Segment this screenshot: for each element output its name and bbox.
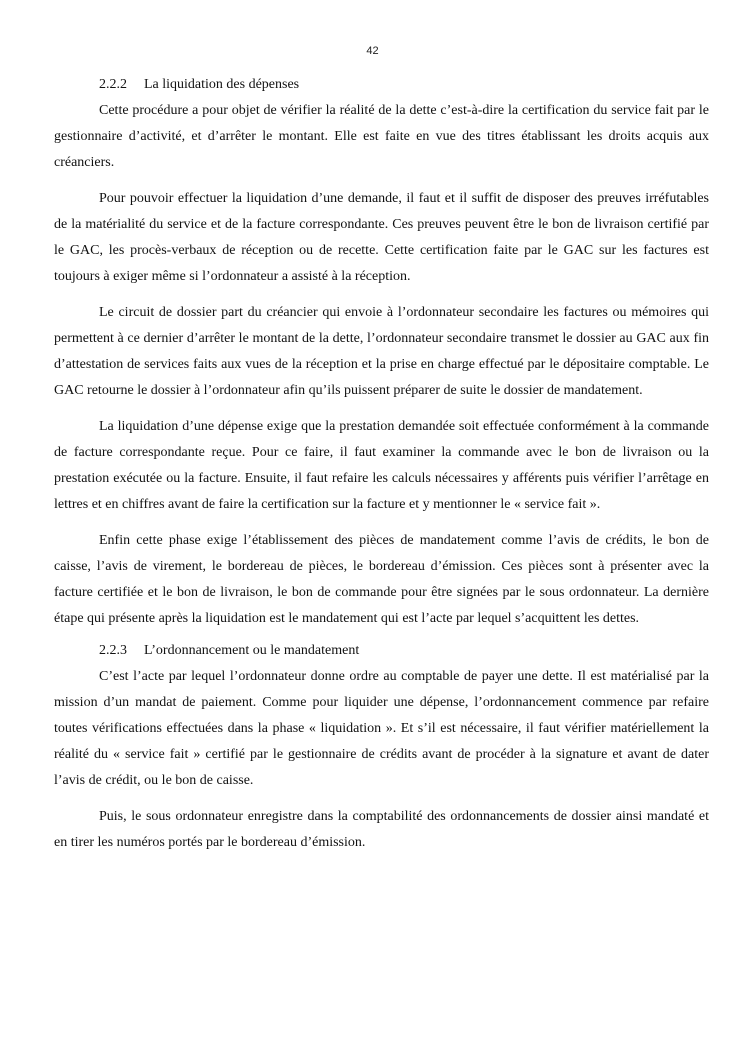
section-title: La liquidation des dépenses	[144, 77, 300, 92]
section-heading	[54, 72, 709, 98]
section-number: 2.2.3	[99, 643, 127, 658]
paragraph: Le circuit de dossier part du créancier qui envoie à l’ordonnateur secondaire les factures ou mémoires qui permettent à ce dernier d’arrêter le montant de la dette, l’ordonnateur secondaire transmet le dossier au GAC aux fin d’attestation de services faits aux vues de la réception et la prise en charge effectué par le dépositaire comptable. Le GAC retourne le dossier à l’ordonnateur afin qu’ils puissent préparer de suite le dossier de mandatement.	[54, 305, 709, 398]
page-content	[54, 72, 709, 866]
paragraph: Cette procédure a pour objet de vérifier la réalité de la dette c’est-à-dire la certification du service fait par le gestionnaire d’activité, et d’arrêter le montant. Elle est faite en vue des titres établissant les droits acquis aux créanciers.	[54, 103, 709, 170]
section-liquidation	[54, 72, 709, 632]
paragraph: Puis, le sous ordonnateur enregistre dans la comptabilité des ordonnancements de dossier ainsi mandaté et en tirer les numéros portés par le bordereau d’émission.	[54, 809, 709, 850]
section-number: 2.2.2	[99, 77, 127, 92]
section-ordonnancement	[54, 638, 709, 856]
page-number: 42	[366, 45, 379, 57]
paragraph: La liquidation d’une dépense exige que la prestation demandée soit effectuée conformément à la commande de facture correspondante reçue. Pour ce faire, il faut examiner la commande avec le bon de livraison ou la prestation exécutée ou la facture. Ensuite, il faut refaire les calculs nécessaires y afférents puis vérifier l’arrêtage en lettres et en chiffres avant de faire la certification sur la facture et y mentionner le « service fait ».	[54, 419, 709, 512]
section-title: L’ordonnancement ou le mandatement	[144, 643, 360, 658]
section-heading	[54, 638, 709, 664]
paragraph: C’est l’acte par lequel l’ordonnateur donne ordre au comptable de payer une dette. Il est matérialisé par la mission d’un mandat de paiement. Comme pour liquider une dépense, l’ordonnancement commence par refaire toutes vérifications effectuées dans la phase « liquidation ». Et s’il est nécessaire, il faut vérifier matériellement la réalité du « service fait » certifié par le gestionnaire de crédits avant de procéder à la signature et avant de dater l’avis de crédit, ou le bon de caisse.	[54, 669, 709, 788]
paragraph: Pour pouvoir effectuer la liquidation d’une demande, il faut et il suffit de disposer des preuves irréfutables de la matérialité du service et de la facture correspondante. Ces preuves peuvent être le bon de livraison certifié par le GAC, les procès-verbaux de réception ou de recette. Cette certification faite par le GAC sur les factures est toujours à exiger même si l’ordonnateur a assisté à la réception.	[54, 191, 709, 284]
paragraph: Enfin cette phase exige l’établissement des pièces de mandatement comme l’avis de crédits, le bon de caisse, l’avis de virement, le bordereau de pièces, le bordereau d’émission. Ces pièces sont à présenter avec la facture certifiée et le bon de livraison, le bon de commande pour être signées par le sous ordonnateur. La dernière étape qui présente après la liquidation est le mandatement qui est l’acte par lequel s’acquittent les dettes.	[54, 533, 709, 626]
